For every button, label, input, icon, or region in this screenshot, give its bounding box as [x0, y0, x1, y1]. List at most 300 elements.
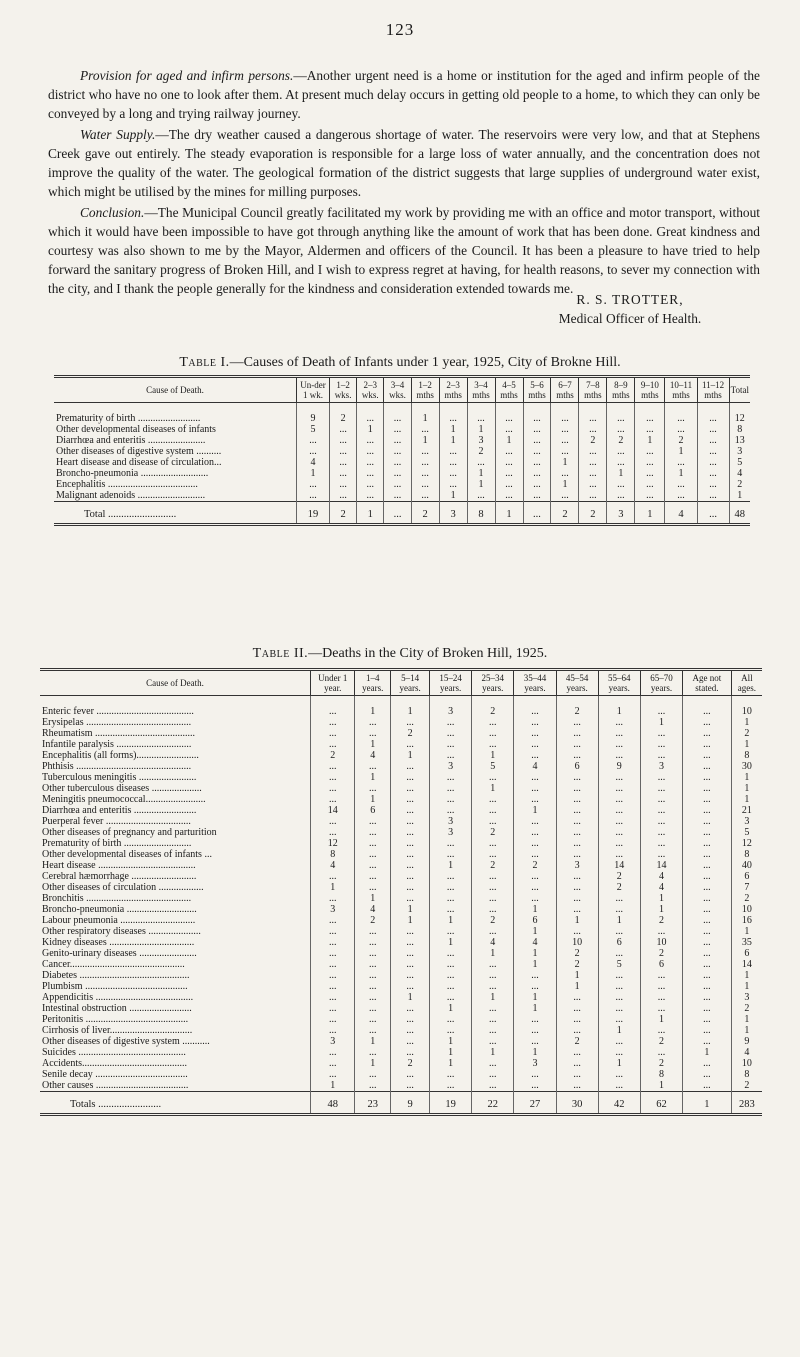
count-cell: ... — [598, 783, 640, 794]
cause-cell: Other respiratory diseases ..................... — [42, 926, 201, 937]
count-cell: ... — [514, 882, 556, 893]
count-cell: 5 — [472, 761, 514, 772]
table1-infant-deaths — [54, 375, 750, 526]
count-cell: 1 — [357, 424, 384, 435]
count-cell: 1 — [514, 926, 556, 937]
count-cell: 8 — [640, 1069, 682, 1080]
count-cell: 1 — [556, 981, 598, 992]
count-cell: 2 — [640, 915, 682, 926]
count-cell: 1 — [439, 490, 467, 502]
count-cell: ... — [556, 739, 598, 750]
total-cell: 2 — [551, 502, 579, 525]
cause-cell: Other diseases of digestive system .......... — [56, 446, 222, 457]
count-cell: ... — [514, 739, 556, 750]
cause-cell: Appendicitis ....................................... — [42, 992, 194, 1003]
count-cell: 1 — [355, 696, 391, 718]
count-cell: ... — [556, 750, 598, 761]
count-cell: ... — [495, 424, 523, 435]
table-row — [40, 696, 762, 718]
count-cell: 1 — [514, 1047, 556, 1058]
count-cell: ... — [472, 1069, 514, 1080]
count-cell: ... — [357, 457, 384, 468]
count-cell: ... — [430, 728, 472, 739]
count-cell: 5 — [731, 827, 762, 838]
column-header: Un-der 1 wk. — [297, 377, 330, 403]
count-cell: ... — [514, 717, 556, 728]
count-cell: ... — [556, 1069, 598, 1080]
count-cell: 1 — [472, 948, 514, 959]
count-cell: ... — [357, 446, 384, 457]
count-cell: 1 — [729, 490, 750, 502]
count-cell: ... — [472, 739, 514, 750]
count-cell: ... — [384, 424, 411, 435]
count-cell: 1 — [598, 696, 640, 718]
count-cell: ... — [430, 871, 472, 882]
count-cell: 1 — [430, 860, 472, 871]
count-cell: ... — [683, 728, 732, 739]
cause-cell: Cirrhosis of liver................................. — [42, 1025, 193, 1036]
count-cell: 8 — [731, 1069, 762, 1080]
count-cell: ... — [514, 696, 556, 718]
count-cell: ... — [635, 446, 665, 457]
count-cell: ... — [391, 783, 430, 794]
report-body — [48, 66, 760, 298]
count-cell: ... — [598, 1047, 640, 1058]
table-row — [40, 827, 762, 838]
count-cell: 1 — [731, 1014, 762, 1025]
count-cell: ... — [683, 816, 732, 827]
count-cell: ... — [635, 479, 665, 490]
count-cell: 14 — [731, 959, 762, 970]
count-cell: ... — [472, 1003, 514, 1014]
count-cell: ... — [439, 403, 467, 425]
count-cell: ... — [355, 992, 391, 1003]
cause-cell: Intestinal obstruction ......................... — [42, 1003, 192, 1014]
count-cell: ... — [556, 1025, 598, 1036]
column-header: 65–70 years. — [640, 670, 682, 696]
count-cell: 14 — [598, 860, 640, 871]
count-cell: ... — [607, 457, 635, 468]
count-cell: 5 — [297, 424, 330, 435]
count-cell: 3 — [430, 696, 472, 718]
count-cell: ... — [683, 805, 732, 816]
table-row — [40, 849, 762, 860]
count-cell: 1 — [514, 992, 556, 1003]
count-cell: 6 — [640, 959, 682, 970]
count-cell: ... — [665, 479, 697, 490]
count-cell: ... — [472, 871, 514, 882]
column-header: 5–6 mths — [523, 377, 551, 403]
count-cell: 1 — [598, 1058, 640, 1069]
count-cell: ... — [683, 893, 732, 904]
cause-cell: Senile decay ..................................... — [42, 1069, 188, 1080]
count-cell: ... — [556, 805, 598, 816]
cause-cell: Other tuberculous diseases .................... — [42, 783, 202, 794]
paragraph-lead: Provision for aged and infirm persons. — [80, 68, 294, 83]
count-cell: ... — [683, 992, 732, 1003]
count-cell: ... — [430, 717, 472, 728]
count-cell: ... — [640, 970, 682, 981]
cause-cell: Enteric fever ....................................... — [42, 706, 194, 717]
count-cell: ... — [472, 728, 514, 739]
count-cell: ... — [430, 970, 472, 981]
count-cell: ... — [311, 816, 355, 827]
table-row — [40, 915, 762, 926]
count-cell: 14 — [640, 860, 682, 871]
cause-cell: Kidney diseases .................................. — [42, 937, 195, 948]
count-cell: 1 — [607, 468, 635, 479]
count-cell: ... — [598, 981, 640, 992]
count-cell: ... — [311, 1003, 355, 1014]
count-cell: ... — [384, 435, 411, 446]
count-cell: 1 — [391, 904, 430, 915]
count-cell: 3 — [430, 827, 472, 838]
table2-total-row — [40, 1092, 762, 1115]
total-cell: ... — [384, 502, 411, 525]
count-cell: ... — [683, 1080, 732, 1092]
count-cell: 10 — [731, 1058, 762, 1069]
table-row — [40, 893, 762, 904]
count-cell: ... — [495, 490, 523, 502]
count-cell: ... — [311, 1058, 355, 1069]
count-cell: ... — [556, 904, 598, 915]
total-cell: 1 — [635, 502, 665, 525]
count-cell: 1 — [665, 446, 697, 457]
count-cell: ... — [355, 783, 391, 794]
count-cell: 2 — [472, 915, 514, 926]
count-cell: ... — [430, 1025, 472, 1036]
table-row — [40, 772, 762, 783]
count-cell: ... — [607, 479, 635, 490]
total-cell: 4 — [665, 502, 697, 525]
count-cell: ... — [640, 1047, 682, 1058]
count-cell: ... — [514, 893, 556, 904]
count-cell: 3 — [430, 816, 472, 827]
count-cell: ... — [430, 1014, 472, 1025]
count-cell: 1 — [391, 750, 430, 761]
count-cell: ... — [311, 696, 355, 718]
count-cell: ... — [514, 772, 556, 783]
count-cell: 4 — [731, 1047, 762, 1058]
count-cell: 1 — [514, 904, 556, 915]
count-cell: ... — [598, 838, 640, 849]
count-cell: ... — [355, 816, 391, 827]
count-cell: 1 — [551, 457, 579, 468]
count-cell: ... — [514, 1014, 556, 1025]
count-cell: 4 — [355, 904, 391, 915]
column-header: 1–4 years. — [355, 670, 391, 696]
table-row — [40, 717, 762, 728]
total-cell: 42 — [598, 1092, 640, 1115]
cause-cell: Encephalitis (all forms)......................... — [42, 750, 199, 761]
count-cell: ... — [683, 1058, 732, 1069]
count-cell: ... — [391, 739, 430, 750]
cause-cell: Cerebral hæmorrhage .......................... — [42, 871, 197, 882]
count-cell: ... — [439, 468, 467, 479]
table-row — [40, 1003, 762, 1014]
table-row — [40, 1047, 762, 1058]
count-cell: ... — [391, 959, 430, 970]
count-cell: 7 — [731, 882, 762, 893]
table1-header-row — [54, 377, 750, 403]
count-cell: ... — [384, 468, 411, 479]
count-cell: 2 — [607, 435, 635, 446]
count-cell: ... — [551, 490, 579, 502]
count-cell: ... — [430, 772, 472, 783]
table-row — [40, 1014, 762, 1025]
total-cell: 19 — [430, 1092, 472, 1115]
cause-cell: Diarrhœa and enteritis ....................... — [56, 435, 206, 446]
count-cell: ... — [514, 827, 556, 838]
count-cell: 12 — [731, 838, 762, 849]
count-cell: ... — [430, 805, 472, 816]
total-cell: 3 — [439, 502, 467, 525]
table2-city-deaths — [40, 668, 762, 1116]
count-cell: ... — [472, 849, 514, 860]
total-cell: 23 — [355, 1092, 391, 1115]
count-cell: ... — [514, 1080, 556, 1092]
count-cell: ... — [311, 893, 355, 904]
count-cell: 4 — [297, 457, 330, 468]
count-cell: ... — [551, 468, 579, 479]
count-cell: ... — [311, 728, 355, 739]
total-cell: 22 — [472, 1092, 514, 1115]
signature-block — [500, 290, 760, 328]
table-row — [54, 468, 750, 479]
count-cell: ... — [311, 926, 355, 937]
count-cell: 2 — [311, 750, 355, 761]
count-cell: ... — [598, 794, 640, 805]
count-cell: ... — [391, 926, 430, 937]
count-cell: ... — [391, 816, 430, 827]
count-cell: ... — [665, 424, 697, 435]
count-cell: ... — [514, 783, 556, 794]
table-row — [40, 728, 762, 739]
count-cell: ... — [598, 717, 640, 728]
count-cell: 1 — [472, 992, 514, 1003]
total-cell: 9 — [391, 1092, 430, 1115]
count-cell: ... — [514, 1025, 556, 1036]
count-cell: ... — [598, 849, 640, 860]
column-header: 10–11 mths — [665, 377, 697, 403]
count-cell: ... — [430, 981, 472, 992]
count-cell: ... — [556, 1014, 598, 1025]
count-cell: 3 — [556, 860, 598, 871]
count-cell: ... — [355, 838, 391, 849]
table1-caption: —Causes of Death of Infants under 1 year, 1925, City of Brokne Hill. — [229, 355, 621, 370]
count-cell: ... — [598, 904, 640, 915]
count-cell: ... — [311, 948, 355, 959]
count-cell: 1 — [439, 424, 467, 435]
total-cell: ... — [697, 502, 729, 525]
count-cell: ... — [430, 882, 472, 893]
count-cell: ... — [430, 1069, 472, 1080]
count-cell: ... — [355, 948, 391, 959]
count-cell: ... — [579, 468, 607, 479]
count-cell: 6 — [514, 915, 556, 926]
count-cell: ... — [311, 1014, 355, 1025]
count-cell: ... — [683, 794, 732, 805]
cause-cell: Bronchitis .......................................... — [42, 893, 192, 904]
total-cell: 2 — [329, 502, 356, 525]
cause-cell: Genito-urinary diseases ....................... — [42, 948, 197, 959]
total-cell: 283 — [731, 1092, 762, 1115]
column-header: 5–14 years. — [391, 670, 430, 696]
count-cell: 13 — [729, 435, 750, 446]
count-cell: ... — [391, 893, 430, 904]
cause-cell: Labour pneumonia .............................. — [42, 915, 196, 926]
total-cell: 1 — [357, 502, 384, 525]
count-cell: ... — [579, 479, 607, 490]
count-cell: 1 — [355, 772, 391, 783]
table-row — [54, 457, 750, 468]
count-cell: 10 — [731, 904, 762, 915]
count-cell: ... — [297, 446, 330, 457]
count-cell: ... — [556, 717, 598, 728]
count-cell: 1 — [731, 970, 762, 981]
column-header: 3–4 wks. — [384, 377, 411, 403]
total-cell: 62 — [640, 1092, 682, 1115]
count-cell: 1 — [311, 1080, 355, 1092]
count-cell: 2 — [579, 435, 607, 446]
cause-cell: Tuberculous meningitis ....................... — [42, 772, 197, 783]
count-cell: 12 — [311, 838, 355, 849]
count-cell: 2 — [731, 893, 762, 904]
count-cell: ... — [355, 1080, 391, 1092]
count-cell: ... — [640, 772, 682, 783]
column-header: 3–4 mths — [467, 377, 495, 403]
count-cell: ... — [683, 739, 732, 750]
count-cell: ... — [472, 772, 514, 783]
count-cell: ... — [598, 805, 640, 816]
count-cell: 1 — [430, 1058, 472, 1069]
paragraph-aged-persons — [48, 66, 760, 123]
count-cell: 1 — [355, 1058, 391, 1069]
count-cell: ... — [384, 479, 411, 490]
count-cell: ... — [472, 1025, 514, 1036]
count-cell: ... — [556, 772, 598, 783]
count-cell: ... — [598, 948, 640, 959]
count-cell: ... — [579, 403, 607, 425]
column-header: 45–54 years. — [556, 670, 598, 696]
count-cell: 1 — [411, 403, 439, 425]
count-cell: ... — [607, 446, 635, 457]
count-cell: ... — [551, 435, 579, 446]
cause-cell: Suicides ........................................... — [42, 1047, 186, 1058]
table1-title — [0, 355, 800, 371]
count-cell: ... — [556, 728, 598, 739]
column-header: 55–64 years. — [598, 670, 640, 696]
count-cell: ... — [391, 882, 430, 893]
count-cell: 1 — [731, 717, 762, 728]
count-cell: ... — [556, 1047, 598, 1058]
count-cell: ... — [556, 882, 598, 893]
cause-cell: Other diseases of digestive system ........... — [42, 1036, 210, 1047]
count-cell: ... — [411, 457, 439, 468]
count-cell: 2 — [472, 827, 514, 838]
count-cell: ... — [472, 1058, 514, 1069]
count-cell: 1 — [556, 915, 598, 926]
count-cell: 1 — [640, 1014, 682, 1025]
count-cell: ... — [683, 1069, 732, 1080]
count-cell: ... — [607, 403, 635, 425]
count-cell: ... — [430, 739, 472, 750]
count-cell: ... — [411, 468, 439, 479]
count-cell: ... — [391, 981, 430, 992]
count-cell: ... — [640, 1025, 682, 1036]
count-cell: ... — [556, 794, 598, 805]
count-cell: 4 — [729, 468, 750, 479]
column-header: 11–12 mths — [697, 377, 729, 403]
column-header: All ages. — [731, 670, 762, 696]
table-row — [40, 904, 762, 915]
count-cell: 2 — [514, 860, 556, 871]
column-header: Total — [729, 377, 750, 403]
count-cell: ... — [391, 1014, 430, 1025]
count-cell: 6 — [556, 761, 598, 772]
table-row — [40, 871, 762, 882]
count-cell: 1 — [683, 1047, 732, 1058]
count-cell: ... — [551, 403, 579, 425]
count-cell: ... — [391, 849, 430, 860]
count-cell: ... — [514, 849, 556, 860]
total-cell: 30 — [556, 1092, 598, 1115]
table1-total-row — [54, 502, 750, 525]
table-row — [40, 992, 762, 1003]
count-cell: ... — [556, 816, 598, 827]
table-row — [40, 739, 762, 750]
count-cell: ... — [683, 849, 732, 860]
paragraph-lead: Water Supply. — [80, 127, 156, 142]
count-cell: 1 — [731, 1025, 762, 1036]
count-cell: 1 — [355, 794, 391, 805]
table-row — [40, 838, 762, 849]
count-cell: ... — [472, 816, 514, 827]
count-cell: ... — [556, 827, 598, 838]
count-cell: 5 — [598, 959, 640, 970]
count-cell: 8 — [311, 849, 355, 860]
table2-label: Table II. — [252, 646, 309, 661]
count-cell: 4 — [514, 937, 556, 948]
paragraph-text: —Another urgent need is a home or institution for the aged and infirm people of the district who have no one to look after them. At present much delay occurs in getting old people to a home, to which they can only be conveyed by a long and trying railway journey. — [48, 68, 760, 121]
cause-cell: Diabetes ............................................ — [42, 970, 190, 981]
count-cell: ... — [355, 728, 391, 739]
paragraph-conclusion — [48, 203, 760, 298]
count-cell: 1 — [439, 435, 467, 446]
count-cell: 3 — [311, 904, 355, 915]
total-cell: 27 — [514, 1092, 556, 1115]
count-cell: ... — [640, 696, 682, 718]
count-cell: ... — [439, 446, 467, 457]
count-cell: 4 — [472, 937, 514, 948]
count-cell: ... — [391, 1080, 430, 1092]
count-cell: ... — [355, 1069, 391, 1080]
table-row — [40, 882, 762, 893]
count-cell: 3 — [311, 1036, 355, 1047]
count-cell: ... — [683, 937, 732, 948]
count-cell: ... — [514, 838, 556, 849]
count-cell: ... — [355, 717, 391, 728]
count-cell: ... — [391, 1069, 430, 1080]
count-cell: ... — [683, 696, 732, 718]
count-cell: ... — [391, 860, 430, 871]
count-cell: 1 — [731, 926, 762, 937]
count-cell: ... — [472, 926, 514, 937]
count-cell: ... — [472, 794, 514, 805]
count-cell: ... — [311, 1069, 355, 1080]
count-cell: ... — [635, 468, 665, 479]
count-cell: 1 — [640, 1080, 682, 1092]
